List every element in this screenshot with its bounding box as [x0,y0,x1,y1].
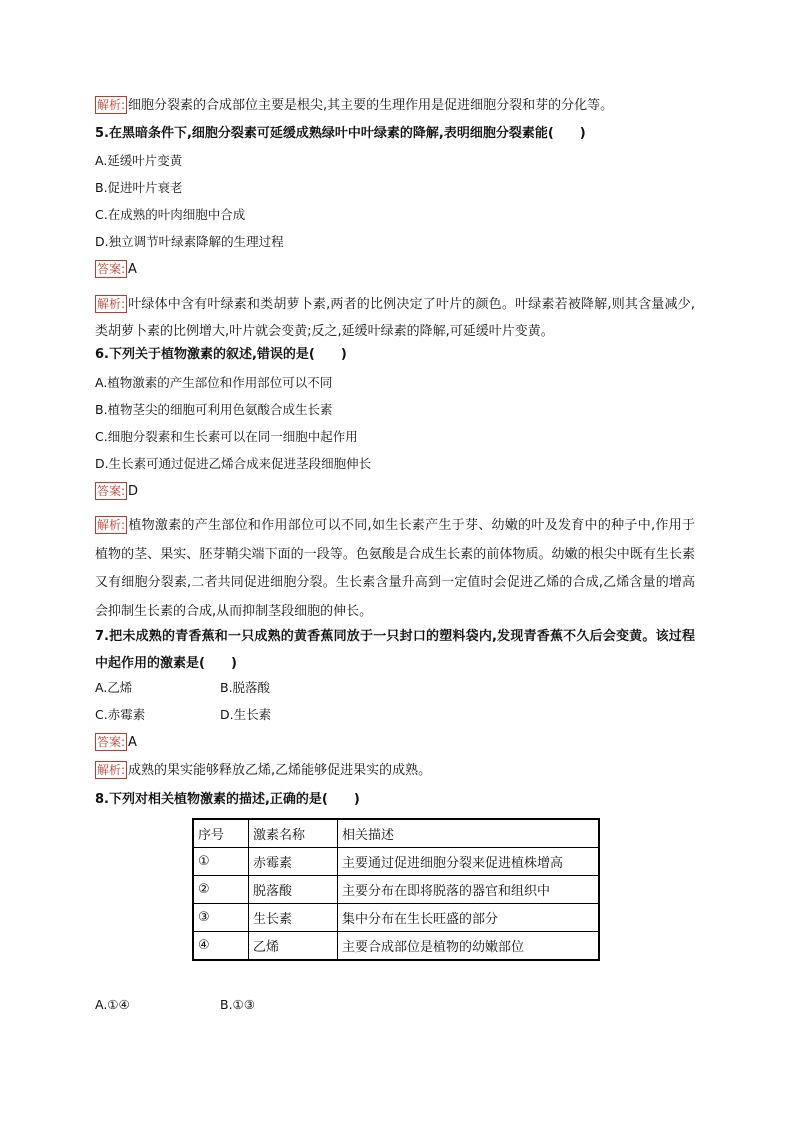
q5-option-a: A.延缓叶片变黄 [95,153,183,168]
table-cell: 脱落酸 [249,876,338,904]
q5-option-c: C.在成熟的叶肉细胞中合成 [95,207,246,222]
q4-analysis [95,96,613,116]
q7-analysis [95,761,431,781]
analysis-tag: 解析: [97,297,126,311]
table-cell: 主要合成部位是植物的幼嫩部位 [338,932,600,961]
q6-option-c: C.细胞分裂素和生长素可以在同一细胞中起作用 [95,429,358,444]
q6-stem: 6.下列关于植物激素的叙述,错误的是( ) [95,347,347,362]
q7-option-b: B.脱落酸 [220,680,271,695]
q8-option-a: A.①④ [95,997,130,1012]
table-header-cell: 相关描述 [338,819,600,848]
table-cell: ③ [193,904,249,932]
table-row [193,932,599,961]
answer-tag: 答案: [97,735,126,749]
q6-option-b: B.植物茎尖的细胞可利用色氨酸合成生长素 [95,402,333,417]
table-cell: 生长素 [249,904,338,932]
answer-tag: 答案: [97,262,126,276]
table-cell: ④ [193,932,249,961]
table-row [193,848,599,876]
q6-option-d: D.生长素可通过促进乙烯合成来促进茎段细胞伸长 [95,456,372,471]
hormone-table [192,818,600,961]
q7-option-d: D.生长素 [220,707,272,722]
analysis-tag: 解析: [97,763,126,777]
q6-analysis [95,512,695,626]
table-cell: 赤霉素 [249,848,338,876]
q7-answer [95,733,137,753]
table-cell: 乙烯 [249,932,338,961]
q5-option-b: B.促进叶片衰老 [95,180,183,195]
answer-value: D [128,484,139,499]
analysis-text: 植物激素的产生部位和作用部位可以不同,如生长素产生于芽、幼嫩的叶及发育中的种子中,作用于植物的茎、果实、胚芽鞘尖端下面的一段等。色氨酸是合成生长素的前体物质。幼嫩的根尖中既有生长素又有细胞分裂素,二者共同促进细胞分裂。生长素含量升高到一定值时会促进乙烯的合成,乙烯含量的增高会抑制生长素的合成,从而抑制茎段细胞的伸长。 [95,518,695,619]
q5-option-d: D.独立调节叶绿素降解的生理过程 [95,234,284,249]
table-cell: 集中分布在生长旺盛的部分 [338,904,600,932]
analysis-text: 成熟的果实能够释放乙烯,乙烯能够促进果实的成熟。 [128,763,432,778]
q8-stem: 8.下列对相关植物激素的描述,正确的是( ) [95,792,360,807]
q8-option-b: B.①③ [220,997,255,1012]
table-cell: 主要分布在即将脱落的器官和组织中 [338,876,600,904]
analysis-text: 叶绿体中含有叶绿素和类胡萝卜素,两者的比例决定了叶片的颜色。叶绿素若被降解,则其含量减少,类胡萝卜素的比例增大,叶片就会变黄;反之,延缓叶绿素的降解,可延缓叶片变黄。 [95,297,695,339]
analysis-tag: 解析: [97,518,126,532]
table-cell: ② [193,876,249,904]
q6-option-a: A.植物激素的产生部位和作用部位可以不同 [95,375,333,390]
answer-value: A [128,262,137,277]
q5-answer [95,260,137,280]
table-cell: 主要通过促进细胞分裂来促进植株增高 [338,848,600,876]
answer-tag: 答案: [97,484,126,498]
table-header-cell: 序号 [193,819,249,848]
q5-analysis [95,291,695,345]
table-row [193,904,599,932]
q5-stem: 5.在黑暗条件下,细胞分裂素可延缓成熟绿叶中叶绿素的降解,表明细胞分裂素能( ) [95,126,586,141]
q6-answer [95,482,138,502]
table-row [193,876,599,904]
q7-option-a: A.乙烯 [95,680,133,695]
answer-value: A [128,735,137,750]
table-cell: ① [193,848,249,876]
analysis-tag: 解析: [97,98,126,112]
table-header-row [193,819,599,848]
table-header-cell: 激素名称 [249,819,338,848]
q7-stem: 7.把未成熟的青香蕉和一只成熟的黄香蕉同放于一只封口的塑料袋内,发现青香蕉不久后会变黄。该过程中起作用的激素是( ) [95,629,695,671]
analysis-text: 细胞分裂素的合成部位主要是根尖,其主要的生理作用是促进细胞分裂和芽的分化等。 [128,98,614,113]
q7-option-c: C.赤霉素 [95,707,146,722]
